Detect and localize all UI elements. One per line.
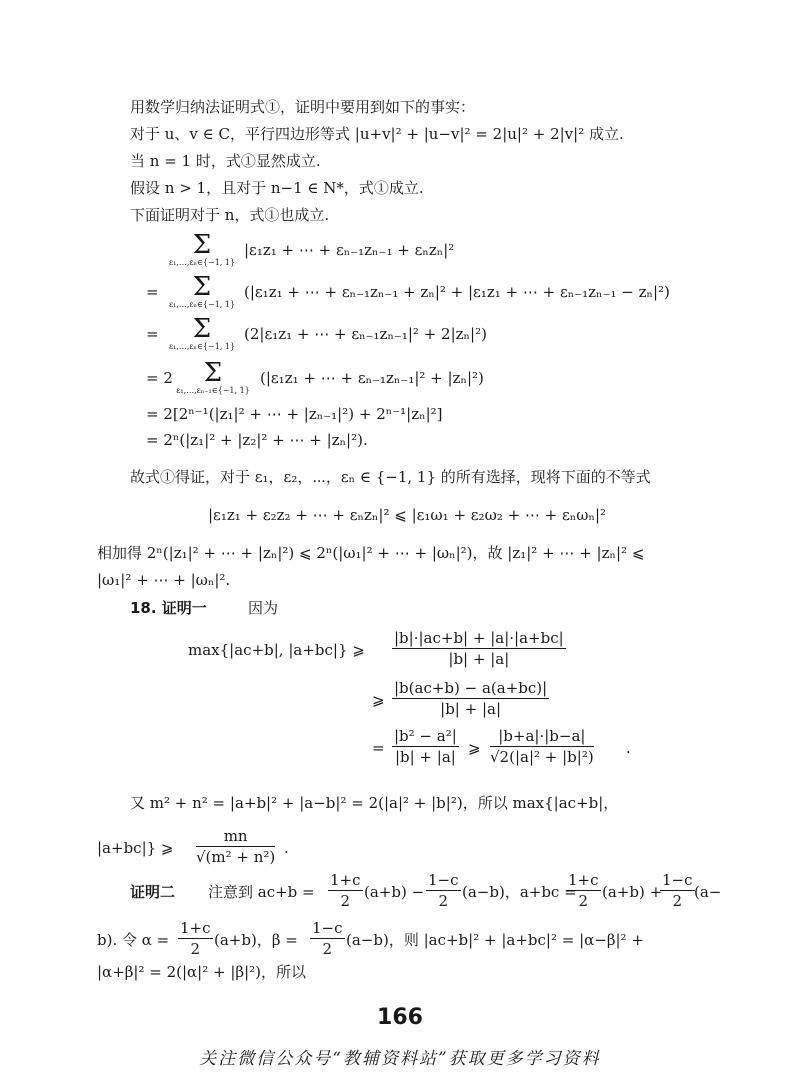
numerator: 1−c [428,871,459,889]
text-line: 当 n = 1 时，式①显然成立. [130,152,321,170]
equation-sign: = 2 [146,369,173,387]
denominator: |b| + |a| [440,700,502,718]
page-number: 166 [377,1005,423,1030]
summation-index: ε₁,…,εₙ∈{−1, 1} [168,342,236,351]
denominator: |b| + |a| [448,650,510,668]
denominator: 2 [672,892,683,910]
text-line: 相加得 2ⁿ(|z₁|² + ⋯ + |zₙ|²) ⩽ 2ⁿ(|ω₁|² + ⋯ + |ωₙ|²)，故 |z₁|² + ⋯ + |zₙ|² ⩽ [97,544,645,562]
equation-row: (|ε₁z₁ + ⋯ + εₙ₋₁zₙ₋₁ + zₙ|² + |ε₁z₁ + ⋯ + εₙ₋₁zₙ₋₁ − zₙ|²) [244,283,670,301]
summation-symbol: Σ ε₁,…,εₙ∈{−1, 1} [162,232,242,268]
equation-row: = 2ⁿ(|z₁|² + |z₂|² + ⋯ + |zₙ|²). [146,431,368,449]
text-line: 假设 n > 1，且对于 n−1 ∈ N*，式①成立. [130,179,424,197]
equation-sign: = [146,283,159,301]
fraction [392,678,549,719]
fraction [310,918,345,959]
summation-index: ε₁,…,εₙ∈{−1, 1} [168,300,236,309]
text-fragment: (a+b) − [364,883,425,901]
punctuation: . [284,839,289,857]
numerator: 1−c [662,871,693,889]
equation-row: = 2[2ⁿ⁻¹(|z₁|² + ⋯ + |zₙ₋₁|²) + 2ⁿ⁻¹|zₙ|²] [146,405,443,423]
text-line: 对于 u、v ∈ C，平行四边形等式 |u+v|² + |u−v|² = 2|u|² + 2|v|² 成立. [130,125,624,143]
summation-symbol: Σ ε₁,…,εₙ₋₁∈{−1, 1} [170,360,256,396]
text-line: |a+bc|} ⩾ [97,839,174,857]
text-fragment: (a−b)，a+bc = [462,883,577,901]
math-lhs: max{|ac+b|, |a+bc|} ⩾ [188,641,365,659]
inequality: |ε₁z₁ + ε₂z₂ + ⋯ + εₙzₙ|² ⩽ |ε₁ω₁ + ε₂ω₂ + ⋯ + εₙωₙ|² [208,506,607,524]
proof-heading: 证明二 [130,883,176,901]
fraction [426,870,461,911]
fraction [566,870,601,911]
fraction [392,628,566,669]
denominator: 2 [190,940,201,958]
denominator: |b| + |a| [394,748,456,766]
fraction [328,870,363,911]
numerator: 1−c [312,919,343,937]
relation-sign: ⩾ [372,691,385,709]
numerator: 1+c [180,919,211,937]
text-line: 因为 [248,599,279,617]
text-line: 故式①得证，对于 ε₁，ε₂，⋯，εₙ ∈ {−1, 1} 的所有选择，现将下面的不等式 [130,468,651,486]
text-line: |ω₁|² + ⋯ + |ωₙ|². [97,571,231,589]
numerator: 1+c [568,871,599,889]
denominator: 2 [340,892,351,910]
text-fragment: (a− [694,883,722,901]
text-fragment: (a+b)，β = [214,931,298,949]
relation-sign: ⩾ [468,739,481,757]
fraction [178,918,213,959]
equation-row: |ε₁z₁ + ⋯ + εₙ₋₁zₙ₋₁ + εₙzₙ|² [244,241,455,259]
text-fragment: b). 令 α = [97,931,170,949]
denominator: √2(|a|² + |b|²) [490,748,594,766]
text-fragment: 注意到 ac+b = [208,883,315,901]
numerator: mn [196,826,275,847]
summation-symbol: Σ ε₁,…,εₙ∈{−1, 1} [162,316,242,352]
fraction [490,726,594,767]
text-line: 用数学归纳法证明式①，证明中要用到如下的事实： [130,98,476,116]
numerator: |b+a|·|b−a| [490,726,594,747]
numerator: |b² − a²| [394,727,457,745]
equation-row: (2|ε₁z₁ + ⋯ + εₙ₋₁zₙ₋₁|² + 2|zₙ|²) [244,325,487,343]
numerator: |b(ac+b) − a(a+bc)| [394,679,548,697]
text-fragment: (a−b)，则 |ac+b|² + |a+bc|² = |α−β|² + [346,931,644,949]
fraction [196,826,275,867]
text-line: 又 m² + n² = |a+b|² + |a−b|² = 2(|a|² + |b|²)，所以 max{|ac+b|， [130,794,619,812]
denominator: 2 [322,940,333,958]
problem-heading: 18. 证明一 [130,599,207,617]
denominator: 2 [578,892,589,910]
fraction [392,726,459,767]
summation-index: ε₁,…,εₙ₋₁∈{−1, 1} [176,386,250,395]
denominator: √(m² + n²) [196,848,276,866]
equation-row: (|ε₁z₁ + ⋯ + εₙ₋₁zₙ₋₁|² + |zₙ|²) [260,369,484,387]
footer-note: 关注微信公众号“教辅资料站”获取更多学习资料 [199,1049,601,1069]
numerator: |b|·|ac+b| + |a|·|a+bc| [394,629,564,647]
text-line: 下面证明对于 n，式①也成立. [130,206,330,224]
text-line: |α+β|² = 2(|α|² + |β|²)，所以 [97,963,306,981]
text-fragment: (a+b) + [602,883,663,901]
summation-symbol: Σ ε₁,…,εₙ∈{−1, 1} [162,274,242,310]
denominator: 2 [438,892,449,910]
numerator: 1+c [330,871,361,889]
fraction [660,870,695,911]
summation-index: ε₁,…,εₙ∈{−1, 1} [168,258,236,267]
equation-sign: = [146,325,159,343]
punctuation: . [626,739,631,757]
relation-sign: = [372,739,385,757]
